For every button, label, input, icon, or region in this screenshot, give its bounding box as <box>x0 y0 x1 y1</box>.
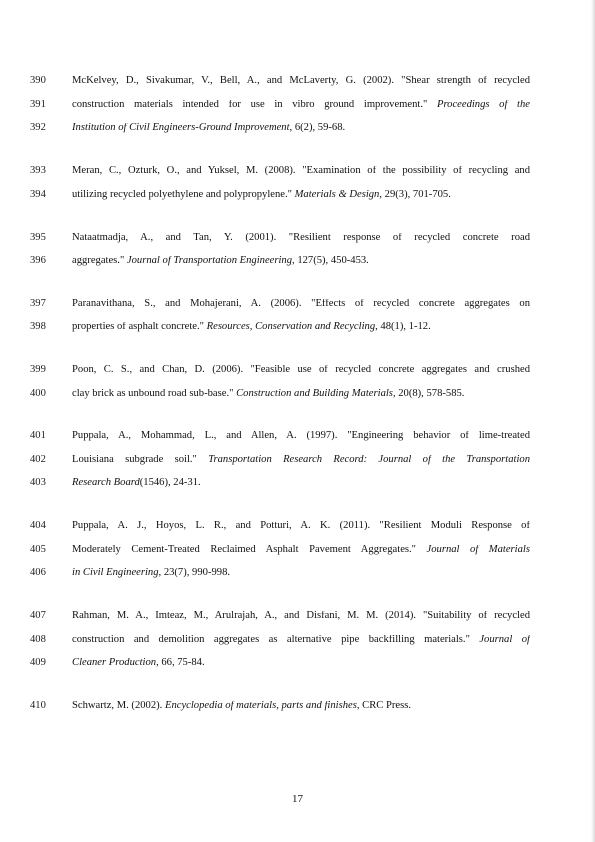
line-number: 409 <box>30 657 46 669</box>
reference-line <box>30 183 530 207</box>
text-segment: Poon, C. S., and Chan, D. (2006). "Feasible use of recycled concrete aggregates and crushed <box>72 365 530 376</box>
text-segment: , 23(7), 990-998. <box>158 568 231 579</box>
text-segment: Louisiana subgrade soil." <box>72 454 209 465</box>
line-number: 399 <box>30 364 46 376</box>
text-segment: , 6(2), 59-68. <box>289 123 346 134</box>
line-number: 410 <box>30 699 46 711</box>
text-segment: construction materials intended for use in vibro ground improvement." <box>72 99 437 110</box>
italic-segment: Journal of Materials <box>426 544 530 555</box>
italic-segment: Materials & Design <box>294 189 380 200</box>
text-segment: Meran, C., Ozturk, O., and Yuksel, M. (2008). "Examination of the possibility of recycling and <box>72 166 530 177</box>
page-number: 17 <box>292 793 303 805</box>
reference-text <box>72 611 530 622</box>
reference-text <box>72 233 530 244</box>
reference-text <box>72 123 530 134</box>
reference-text <box>72 455 530 466</box>
reference-entry <box>30 160 530 207</box>
text-segment: , 66, 75-84. <box>156 658 205 669</box>
line-number: 398 <box>30 321 46 333</box>
reference-entry <box>30 694 530 718</box>
reference-entry <box>30 292 530 339</box>
line-number: 401 <box>30 430 46 442</box>
line-number: 390 <box>30 75 46 87</box>
line-number: 403 <box>30 477 46 489</box>
text-segment: utilizing recycled polyethylene and polypropylene." <box>72 189 295 200</box>
reference-line <box>30 359 530 383</box>
text-segment: aggregates." <box>72 256 127 267</box>
text-segment: , 20(8), 578-585. <box>392 388 465 399</box>
page-edge-shadow <box>591 0 595 842</box>
reference-line <box>30 605 530 629</box>
italic-segment: Cleaner Production <box>72 658 157 669</box>
reference-text <box>72 299 530 310</box>
reference-text <box>72 100 530 111</box>
text-segment: McKelvey, D., Sivakumar, V., Bell, A., and McLaverty, G. (2002). "Shear strength of recycled <box>72 76 530 87</box>
italic-segment: Encyclopedia of materials, parts and finishes <box>164 700 357 711</box>
text-segment: Moderately Cement-Treated Reclaimed Asphalt Pavement Aggregates." <box>72 544 427 555</box>
reference-text <box>72 478 530 489</box>
reference-line <box>30 94 530 118</box>
line-number: 391 <box>30 98 46 110</box>
text-segment: , 48(1), 1-12. <box>375 322 431 333</box>
line-number: 397 <box>30 297 46 309</box>
reference-line <box>30 250 530 274</box>
reference-text <box>72 322 530 333</box>
italic-segment: Journal of Transportation Engineering <box>126 256 293 267</box>
reference-line <box>30 694 530 718</box>
italic-segment: Research Board <box>72 478 140 489</box>
reference-text <box>72 190 530 201</box>
text-segment: Puppala, A., Mohammad, L., and Allen, A. (1997). "Engineering behavior of lime-treated <box>72 431 530 442</box>
line-number: 395 <box>30 231 46 243</box>
text-segment: , 127(5), 450-453. <box>292 256 369 267</box>
reference-line <box>30 538 530 562</box>
reference-text <box>72 635 530 646</box>
italic-segment: Proceedings of the <box>436 99 530 110</box>
reference-list <box>30 70 530 737</box>
line-number: 396 <box>30 255 46 267</box>
reference-line <box>30 425 530 449</box>
line-number: 394 <box>30 188 46 200</box>
reference-entry <box>30 359 530 406</box>
reference-text <box>72 365 530 376</box>
line-number: 392 <box>30 122 46 134</box>
reference-text <box>72 521 530 532</box>
reference-entry <box>30 425 530 496</box>
reference-entry <box>30 605 530 676</box>
reference-line <box>30 316 530 340</box>
reference-text <box>72 431 530 442</box>
reference-line <box>30 292 530 316</box>
text-segment: Schwartz, M. (2002). <box>72 700 165 711</box>
reference-text <box>72 568 530 579</box>
text-segment: , 29(3), 701-705. <box>379 189 451 200</box>
line-number: 404 <box>30 520 46 532</box>
reference-line <box>30 562 530 586</box>
text-segment: Paranavithana, S., and Mohajerani, A. (2006). "Effects of recycled concrete aggregates on <box>72 298 530 309</box>
reference-line <box>30 382 530 406</box>
reference-line <box>30 628 530 652</box>
reference-line <box>30 117 530 141</box>
reference-text <box>72 76 530 87</box>
reference-line <box>30 448 530 472</box>
italic-segment: Construction and Building Materials <box>236 388 393 399</box>
text-segment: construction and demolition aggregates as alternative pipe backfilling materials." <box>72 634 480 645</box>
reference-line <box>30 226 530 250</box>
italic-segment: Resources, Conservation and Recycling <box>206 322 376 333</box>
line-number: 402 <box>30 453 46 465</box>
italic-segment: in Civil Engineering <box>72 568 159 579</box>
text-segment: Rahman, M. A., Imteaz, M., Arulrajah, A., and Disfani, M. M. (2014). "Suitability of recycled <box>72 611 530 622</box>
reference-line <box>30 515 530 539</box>
reference-text <box>72 701 530 712</box>
text-segment: Puppala, A. J., Hoyos, L. R., and Potturi, A. K. (2011). "Resilient Moduli Response of <box>72 521 530 532</box>
line-number: 405 <box>30 543 46 555</box>
reference-line <box>30 70 530 94</box>
line-number: 406 <box>30 567 46 579</box>
line-number: 393 <box>30 165 46 177</box>
text-segment: clay brick as unbound road sub-base." <box>72 388 237 399</box>
reference-line <box>30 652 530 676</box>
reference-line <box>30 472 530 496</box>
reference-text <box>72 256 530 267</box>
reference-line <box>30 160 530 184</box>
line-number: 400 <box>30 387 46 399</box>
line-number: 407 <box>30 610 46 622</box>
reference-entry <box>30 226 530 273</box>
text-segment: (1546), 24-31. <box>139 478 201 489</box>
line-number: 408 <box>30 633 46 645</box>
reference-text <box>72 545 530 556</box>
reference-entry <box>30 70 530 141</box>
reference-text <box>72 389 530 400</box>
text-segment: Nataatmadja, A., and Tan, Y. (2001). "Resilient response of recycled concrete road <box>72 232 530 243</box>
text-segment: , CRC Press. <box>356 700 412 711</box>
italic-segment: Journal of <box>479 634 530 645</box>
reference-text <box>72 166 530 177</box>
italic-segment: Transportation Research Record: Journal of the Transportation <box>208 454 530 465</box>
reference-text <box>72 658 530 669</box>
reference-entry <box>30 515 530 586</box>
italic-segment: Institution of Civil Engineers-Ground Improvement <box>72 123 290 134</box>
text-segment: properties of asphalt concrete." <box>72 322 207 333</box>
